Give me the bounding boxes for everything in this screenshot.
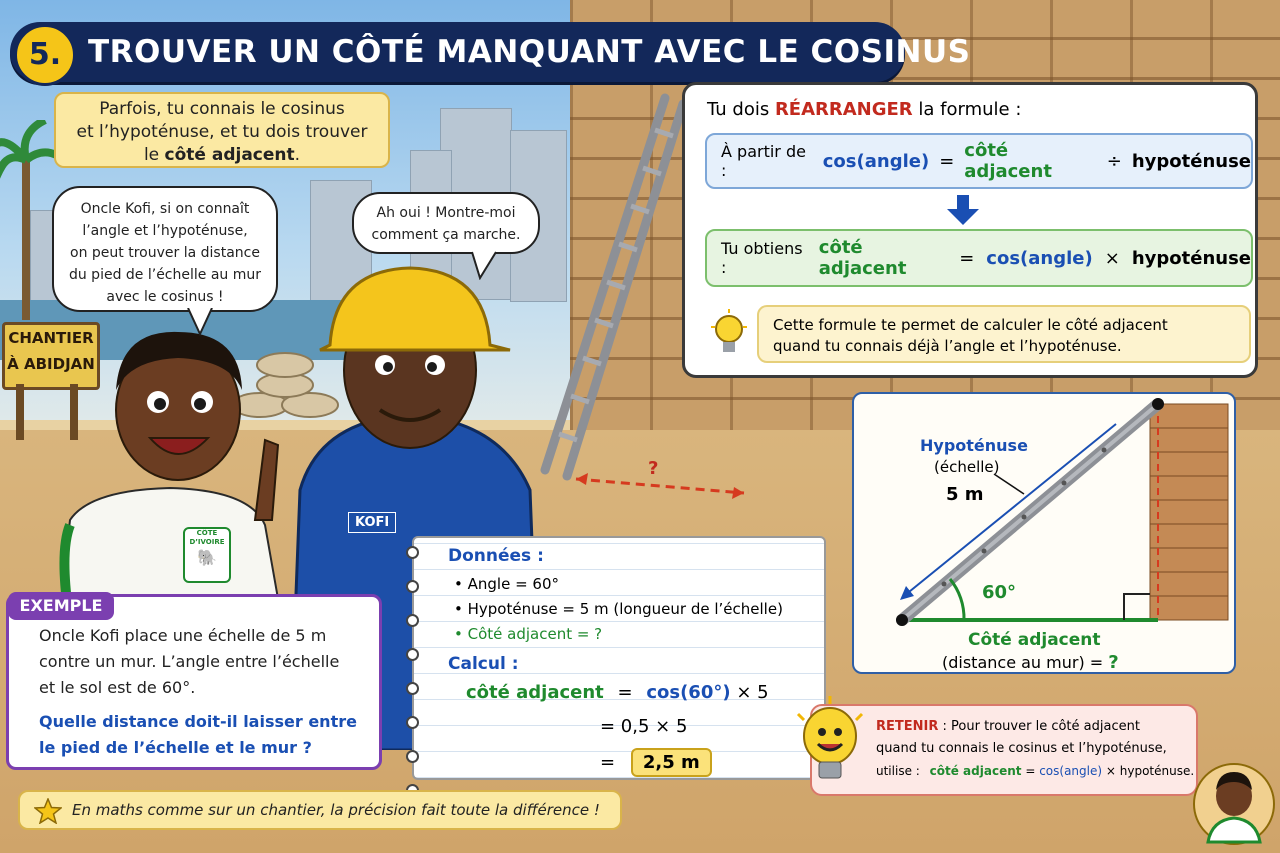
diagram-wall xyxy=(1150,404,1228,620)
kid-bubble-line: du pied de l’échelle au mur xyxy=(68,267,262,283)
retenir-text xyxy=(876,716,1194,782)
rearranger-word: RÉARRANGER xyxy=(774,99,913,120)
lightbulb-mascot-icon xyxy=(786,694,876,794)
intro-line-3 xyxy=(56,144,388,167)
example-text xyxy=(39,623,357,761)
elephant-icon: 🐘 xyxy=(197,548,217,567)
calc-equals-final: = xyxy=(600,752,616,773)
hypotenuse-label: Hypoténuse xyxy=(920,436,1028,455)
arrow-down-icon xyxy=(945,195,981,227)
kid-bubble-line: Oncle Kofi, si on connaît xyxy=(80,201,250,217)
get-equals: = xyxy=(959,247,975,269)
kid-speech-bubble xyxy=(52,186,278,312)
kofi-bubble-line: Ah oui ! Montre-moi xyxy=(376,205,516,221)
calc-row-2: = 0,5 × 5 xyxy=(600,716,688,737)
calc-row-3 xyxy=(600,748,712,777)
intro-note xyxy=(54,92,390,168)
calc-row-1 xyxy=(466,682,769,703)
get-times: × xyxy=(1104,247,1120,269)
from-hypotenuse: hypoténuse xyxy=(1131,150,1251,172)
donnees-heading: Données : xyxy=(448,546,544,566)
adjacent-sublabel xyxy=(942,652,1119,673)
tip-line-1: Cette formule te permet de calculer le côté adjacent xyxy=(773,316,1168,334)
retenir-adjacent: côté adjacent xyxy=(929,764,1022,778)
angle-value: 60° xyxy=(982,582,1017,603)
get-label: Tu obtiens : xyxy=(721,239,803,277)
example-question-2: le pied de l’échelle et le mur ? xyxy=(39,738,312,757)
sign-line-1: CHANTIER xyxy=(8,329,94,347)
page-title: TROUVER UN CÔTÉ MANQUANT AVEC LE COSINUS xyxy=(88,34,971,70)
retenir-line-2: quand tu connais le cosinus et l’hypoténuse, xyxy=(876,741,1167,756)
footer-note xyxy=(18,790,622,830)
kid-bubble-line: avec le cosinus ! xyxy=(106,289,224,305)
formula-from-box xyxy=(705,133,1253,189)
donnees-list xyxy=(454,572,783,647)
example-line-3: et le sol est de 60°. xyxy=(39,678,196,697)
crest-line-1: CÔTE xyxy=(196,529,218,537)
crest-line-2: D’IVOIRE xyxy=(189,538,225,546)
get-hypotenuse: hypoténuse xyxy=(1131,247,1251,269)
example-tag: EXEMPLE xyxy=(8,592,114,620)
intro-line-2: et l’hypoténuse, et tu dois trouver xyxy=(76,122,368,142)
kid-bubble-line: l’angle et l’hypoténuse, xyxy=(82,223,248,239)
bubble-tail-icon xyxy=(470,250,500,280)
donnees-item-hypotenuse: • Hypoténuse = 5 m (longueur de l’échelle) xyxy=(454,600,783,618)
notebook-ring xyxy=(406,546,419,559)
notebook-ring xyxy=(406,682,419,695)
retenir-rest: × hypoténuse. xyxy=(1105,764,1195,778)
example-question-1: Quelle distance doit-il laisser entre xyxy=(39,712,357,731)
calc-cos: cos(60°) xyxy=(646,682,731,703)
formula-panel xyxy=(682,82,1258,378)
notebook-ring xyxy=(406,614,419,627)
adjacent-label: Côté adjacent xyxy=(968,630,1101,650)
formula-intro-suffix: la formule : xyxy=(912,99,1022,120)
calc-adjacent: côté adjacent xyxy=(466,682,604,703)
star-icon xyxy=(34,798,62,824)
formula-intro xyxy=(707,99,1021,120)
retenir-line-3-prefix: utilise : xyxy=(876,764,920,778)
intro-line-1: Parfois, tu connais le cosinus xyxy=(99,99,345,119)
notebook-ring xyxy=(406,750,419,763)
from-label: À partir de : xyxy=(721,142,806,180)
hypotenuse-sublabel: (échelle) xyxy=(934,458,1000,476)
notebook-rings xyxy=(406,546,419,797)
kofi-badge: KOFI xyxy=(348,512,396,533)
scene-question-mark: ? xyxy=(648,458,659,479)
example-line-2: contre un mur. L’angle entre l’échelle xyxy=(39,652,340,671)
retenir-label: RETENIR xyxy=(876,719,939,734)
notebook-ring xyxy=(406,716,419,729)
calc-result-highlight: 2,5 m xyxy=(631,748,712,777)
sign-post xyxy=(16,384,24,440)
cote-divoire-crest xyxy=(183,527,231,583)
example-box xyxy=(6,594,382,770)
kid-bubble-line: on peut trouver la distance xyxy=(70,245,260,261)
calcul-heading: Calcul : xyxy=(448,654,519,674)
adjacent-question: ? xyxy=(1108,652,1119,673)
calc-equals: = xyxy=(617,682,633,703)
from-cos: cos(angle) xyxy=(822,150,930,172)
intro-line-3-suffix: . xyxy=(294,145,301,165)
hypotenuse-value: 5 m xyxy=(946,484,984,505)
example-line-1: Oncle Kofi place une échelle de 5 m xyxy=(39,626,327,645)
kofi-speech-bubble xyxy=(352,192,540,254)
footer-text: En maths comme sur un chantier, la précision fait toute la différence ! xyxy=(72,801,600,819)
notebook-ring xyxy=(406,580,419,593)
distance-arrow-icon xyxy=(568,465,753,505)
formula-intro-prefix: Tu dois xyxy=(707,99,775,120)
formula-result-box xyxy=(705,229,1253,287)
notebook-page xyxy=(412,536,826,780)
retenir-cos: cos(angle) xyxy=(1039,764,1103,778)
bubble-tail-icon xyxy=(186,308,216,336)
from-equals: = xyxy=(939,150,955,172)
from-adjacent: côté adjacent xyxy=(964,140,1052,182)
get-adjacent: côté adjacent xyxy=(818,237,907,279)
retenir-line-1: : Pour trouver le côté adjacent xyxy=(938,719,1140,734)
kofi-bubble-line: comment ça marche. xyxy=(371,227,521,243)
adjacent-sub-text: (distance au mur) = xyxy=(942,653,1104,672)
intro-line-3-prefix: le xyxy=(143,145,165,165)
calc-times: × 5 xyxy=(736,682,769,703)
retenir-equals: = xyxy=(1025,764,1036,778)
from-divide: ÷ xyxy=(1106,150,1122,172)
donnees-item-angle: • Angle = 60° xyxy=(454,575,559,593)
triangle-diagram xyxy=(852,392,1236,674)
tip-line-2: quand tu connais déjà l’angle et l’hypoténuse. xyxy=(773,337,1122,355)
section-number: 5. xyxy=(14,24,76,86)
donnees-item-adjacent: • Côté adjacent = ? xyxy=(454,625,603,643)
sign-line-2: À ABIDJAN xyxy=(7,355,95,373)
lightbulb-icon xyxy=(707,307,751,363)
notebook-ring xyxy=(406,648,419,661)
intro-bold-term: côté adjacent xyxy=(164,145,295,165)
formula-tip xyxy=(757,305,1251,363)
kid-avatar xyxy=(1192,758,1276,848)
get-cos: cos(angle) xyxy=(986,247,1093,269)
